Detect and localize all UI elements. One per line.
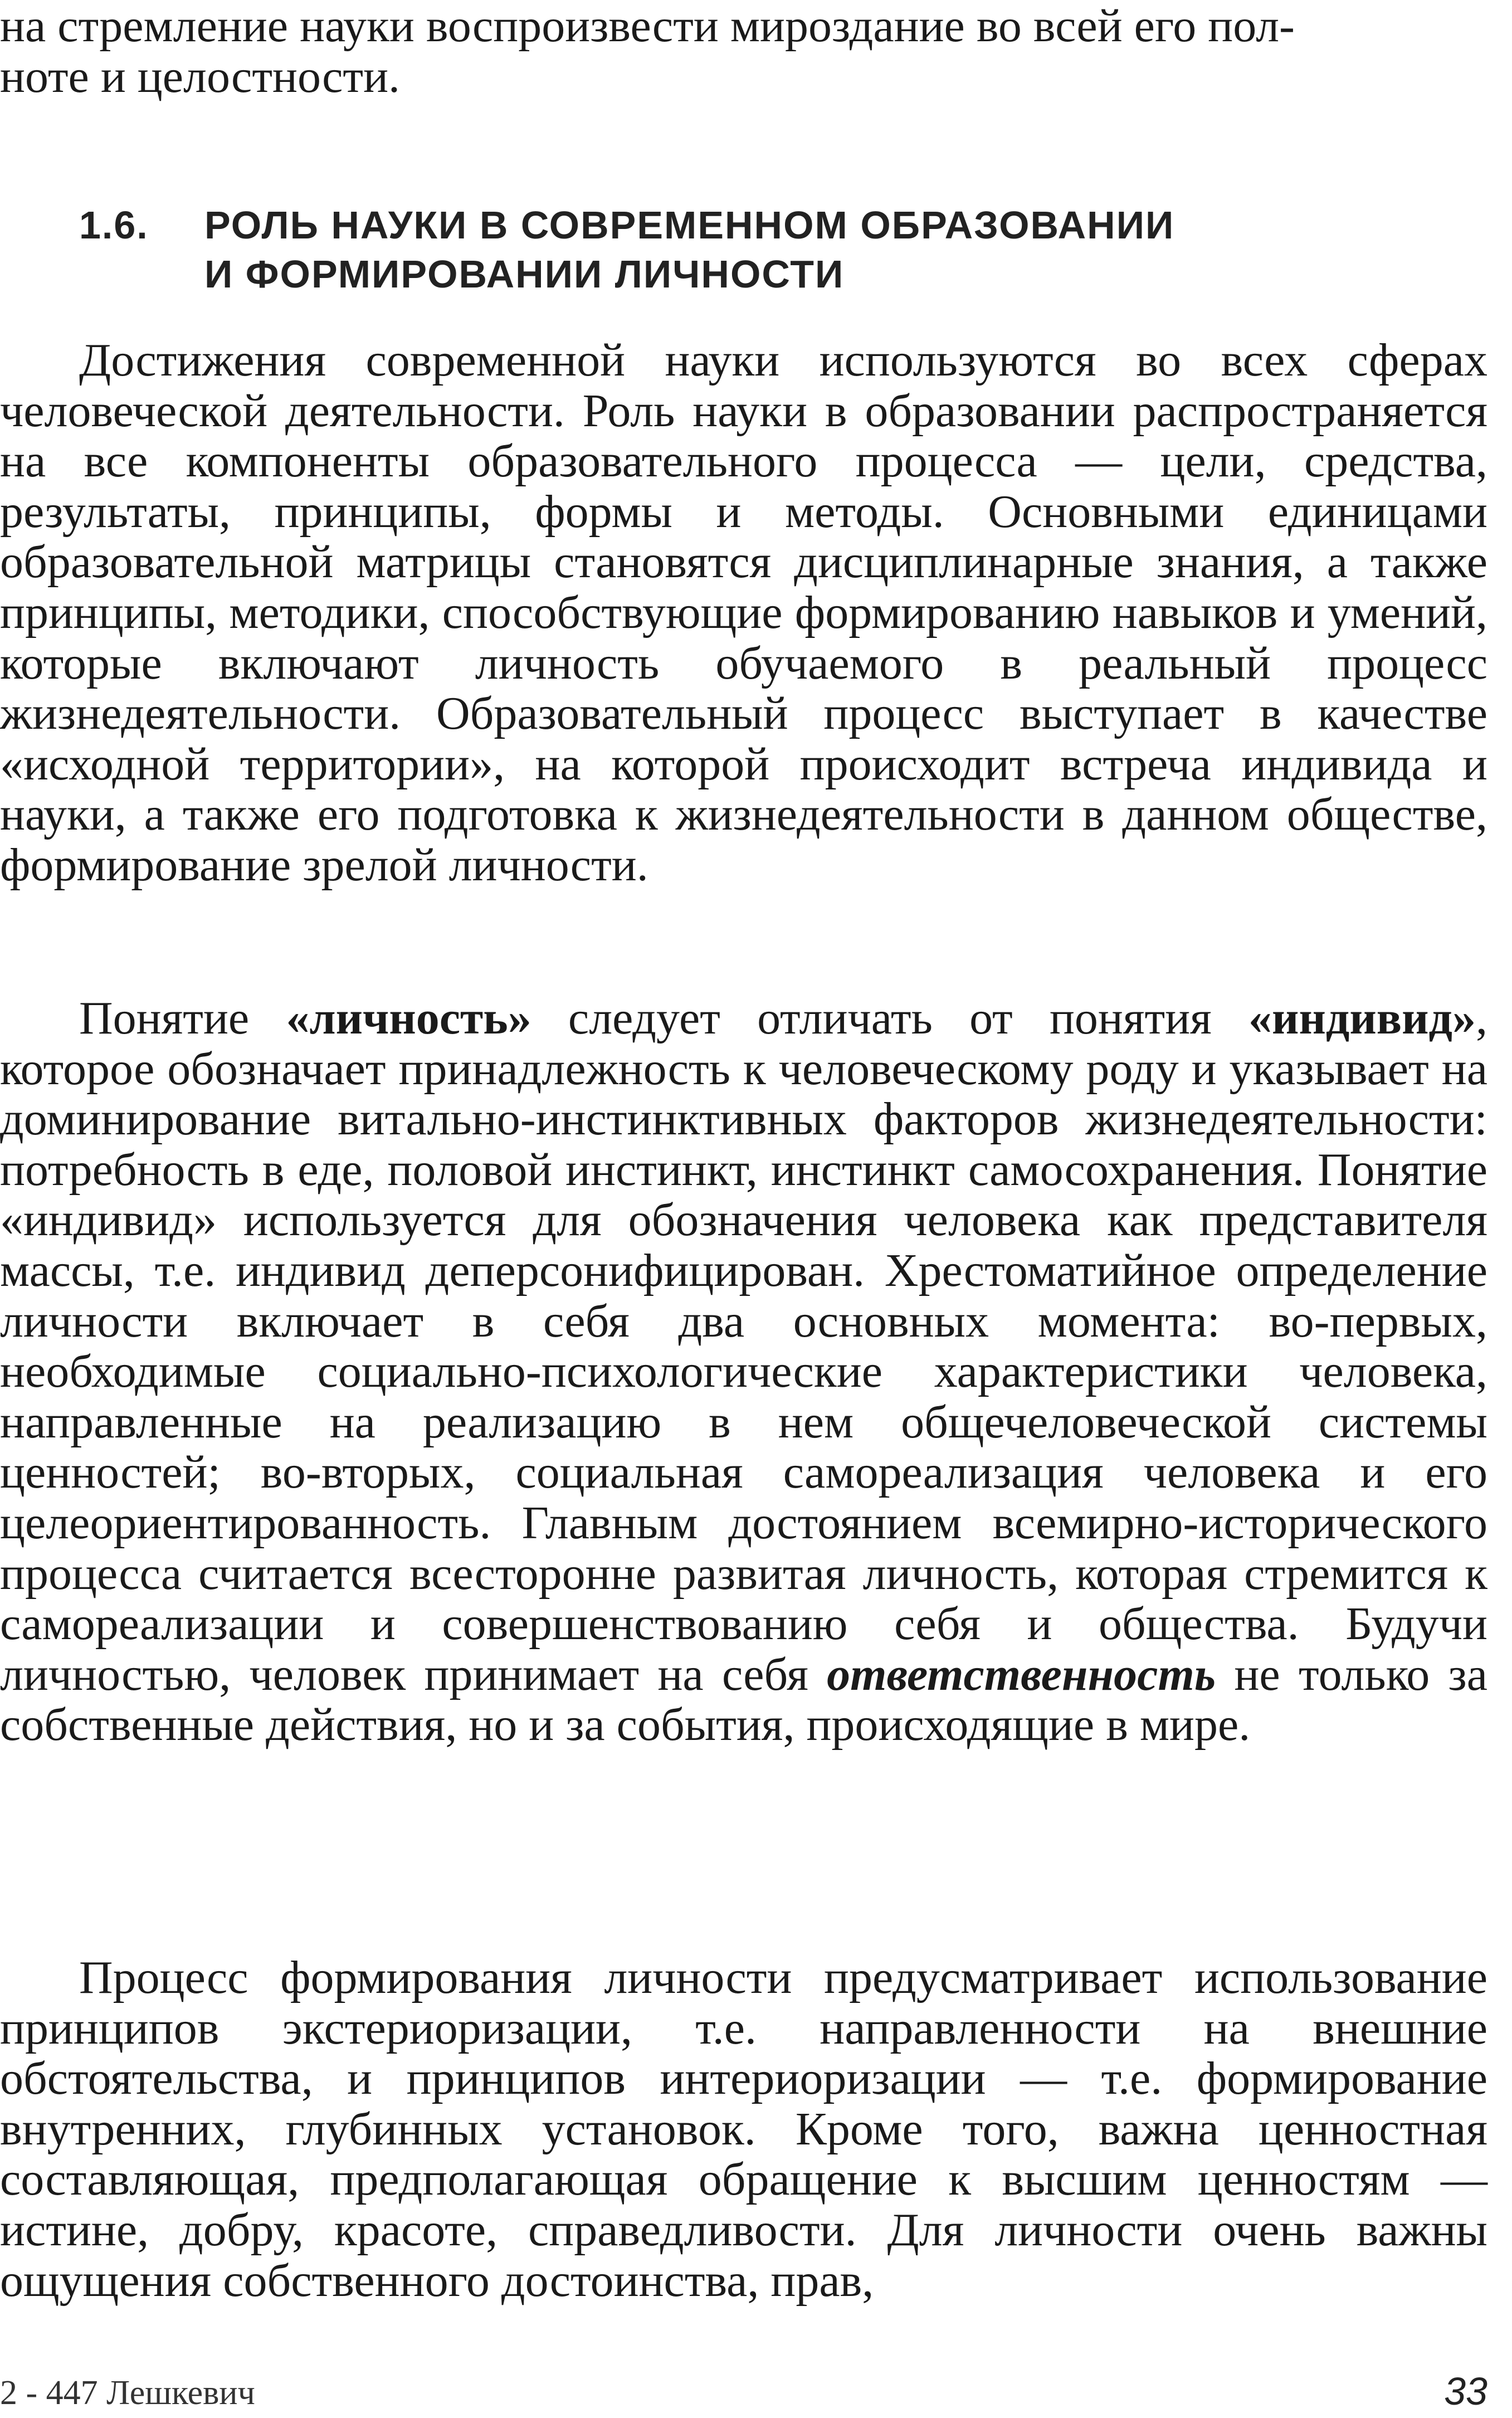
section-title-line-2: И ФОРМИРОВАНИИ ЛИЧНОСТИ bbox=[204, 252, 845, 296]
intro-line-1: на стремление науки воспроизвести мироздание во всей его пол- bbox=[0, 0, 1295, 52]
paragraph-1: Достижения современной науки используются во всех сферах человеческой деятельности. Роль науки в образовании распространяется на все компоненты образовательного процесса — цели, средства, результаты, принципы, формы и методы. Основными единицами образовательной матрицы становятся дисциплинарные знания, а также принципы, методики, способствующие формированию навыков и умений, которые включают личность обучаемого в реальный процесс жизнедеятельности. Образовательный процесс выступает в качестве «исходной территории», на которой происходит встреча индивида и науки, а также его подготовка к жизнедеятельности в данном обществе, формирование зрелой личности. bbox=[0, 334, 1487, 891]
section-title-line-1: РОЛЬ НАУКИ В СОВРЕМЕННОМ ОБРАЗОВАНИИ bbox=[204, 203, 1175, 247]
intro-line-2: ноте и целостности. bbox=[0, 50, 401, 103]
term-individ: «индивид» bbox=[1248, 992, 1476, 1044]
section-heading bbox=[79, 201, 1416, 299]
term-otvetstvennost: ответственность bbox=[827, 1648, 1216, 1700]
p2-text-1: Понятие bbox=[79, 992, 286, 1044]
p2-text-4: не только за собственные действия, но и за события, происходящие в мире. bbox=[0, 1648, 1487, 1751]
p2-text-3: , которое обозначает принадлежность к человеческому роду и указывает на доминирование витально-инстинктивных факторов жизнедеятельности: потребность в еде, половой инстинкт, инстинкт самосохранения. Понятие «индивид» используется для обозначения человека как представителя массы, т.е. индивид деперсонифицирован. Хрестоматийное определение личности включает в себя два основных момента: во-первых, необходимые социально-психологические характеристики человека, направленные на реализацию в нем общечеловеческой системы ценностей; во-вторых, социальная самореализация человека и его целеориентированность. Главным достоянием всемирно-исторического процесса считается всесторонне развитая личность, которая стремится к самореализации и совершенствованию себя и общества. Будучи личностью, человек принимает на себя bbox=[0, 992, 1487, 1700]
p2-text-2: следует отличать от понятия bbox=[531, 992, 1249, 1044]
intro-paragraph bbox=[0, 1, 1487, 102]
paragraph-3: Процесс формирования личности предусматривает использование принципов экстериоризации, т.е. направленности на внешние обстоятельства, и принципов интериоризации — т.е. формирование внутренних, глубинных установок. Кроме того, важна ценностная составляющая, предполагающая обращение к высшим ценностям — истине, добру, красоте, справедливости. Для личности очень важны ощущения собственного достоинства, прав, bbox=[0, 1952, 1487, 2307]
paragraph-2 bbox=[0, 993, 1487, 1751]
term-lichnost: «личность» bbox=[286, 992, 531, 1044]
page-number: 33 bbox=[1444, 2370, 1487, 2413]
signature-mark: 2 - 447 Лешкевич bbox=[0, 2374, 255, 2412]
section-number: 1.6. bbox=[79, 203, 149, 247]
